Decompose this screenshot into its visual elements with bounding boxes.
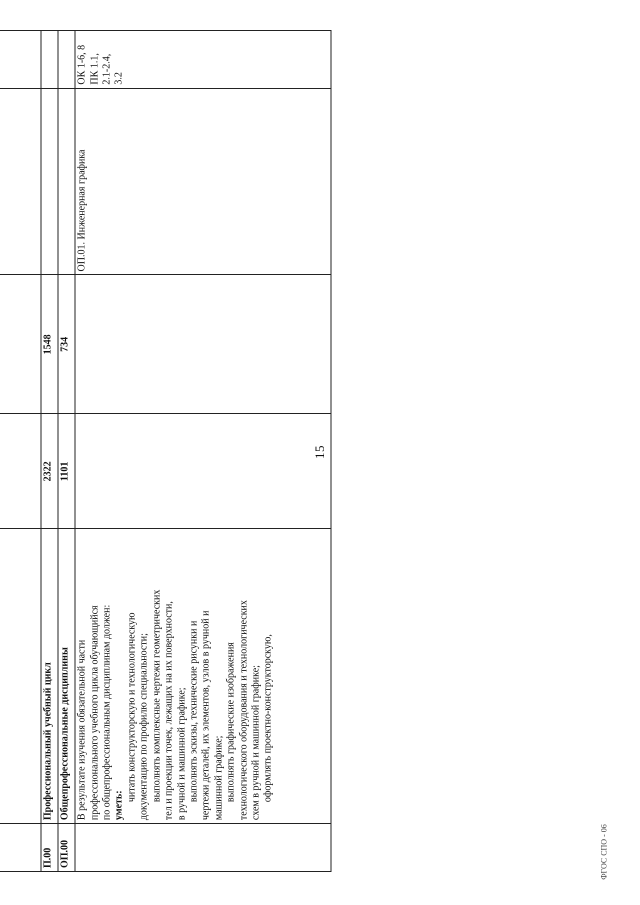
row-code-cell (0, 824, 41, 872)
table-row (0, 31, 41, 872)
competencies-cell (41, 31, 58, 89)
description-line: схем в ручной и машинной графике; (250, 665, 262, 821)
competency-line: ОК 1-6, 8 (76, 44, 88, 85)
description-line: профессионального учебного цикла обучающийся (89, 605, 101, 821)
description-line: В результате изучения обязательной части (76, 639, 88, 821)
description-line: Общепрофессиональные дисциплины (59, 647, 71, 821)
row-code-cell (75, 824, 331, 872)
description-line: тел и проекции точек, лежащих на их поверхности, (163, 601, 175, 821)
table-row (41, 31, 58, 872)
page-number: 15 (312, 445, 327, 459)
description-line: выполнять графические изображения (225, 642, 237, 803)
mandatory-hours-cell (75, 275, 331, 414)
max-load-cell: 2322 (41, 414, 58, 529)
competencies-cell (0, 31, 41, 89)
description-line: оформлять проектно-конструкторскую, (262, 634, 274, 803)
max-load-cell (0, 414, 41, 529)
mandatory-hours-cell: 1548 (41, 275, 58, 414)
mandatory-hours-cell: 734 (58, 275, 75, 414)
discipline-cell (0, 88, 41, 275)
competency-line: 2.1-2.4, (101, 53, 113, 85)
description-line: машинной графике; (213, 735, 225, 821)
curriculum-table (0, 30, 332, 872)
description-line: читать конструкторскую и технологическую (126, 612, 138, 803)
row-description-cell (75, 529, 331, 824)
max-load-cell (75, 414, 331, 529)
row-description-cell (41, 529, 58, 824)
description-line: чертежи деталей, их элементов, узлов в ручной и (200, 610, 212, 821)
row-description-cell (58, 529, 75, 824)
description-line: Профессиональный учебный цикл (42, 662, 54, 821)
description-line: технологического оборудования и технологических (238, 600, 250, 821)
description-line: в ручной и машинной графике; (176, 687, 187, 821)
table-row (58, 31, 75, 872)
discipline-cell (41, 88, 58, 275)
competencies-cell (75, 31, 331, 89)
description-line: уметь: (113, 790, 125, 821)
row-code-cell: ОП.00 (58, 824, 75, 872)
description-line: выполнять эскизы, технические рисунки и (188, 620, 200, 803)
discipline-cell (58, 88, 75, 275)
mandatory-hours-cell (0, 275, 41, 414)
row-description-cell (0, 529, 41, 824)
competency-line: 3.2 (113, 72, 125, 85)
rotated-table-container (0, 30, 332, 872)
competencies-cell (58, 31, 75, 89)
description-line: выполнять комплексные чертежи геометрических (151, 589, 163, 803)
description-line: по общепрофессиональным дисциплинам должен: (101, 604, 113, 821)
discipline-cell: ОП.01. Инженерная графика (75, 88, 331, 275)
competency-line: ПК 1.1, (89, 53, 101, 85)
row-code-cell: П.00 (41, 824, 58, 872)
description-line: документацию по профилю специальности; (138, 633, 150, 821)
document-footer: ФГОС СПО - 06 (599, 824, 609, 880)
table-row (75, 31, 331, 872)
max-load-cell: 1101 (58, 414, 75, 529)
